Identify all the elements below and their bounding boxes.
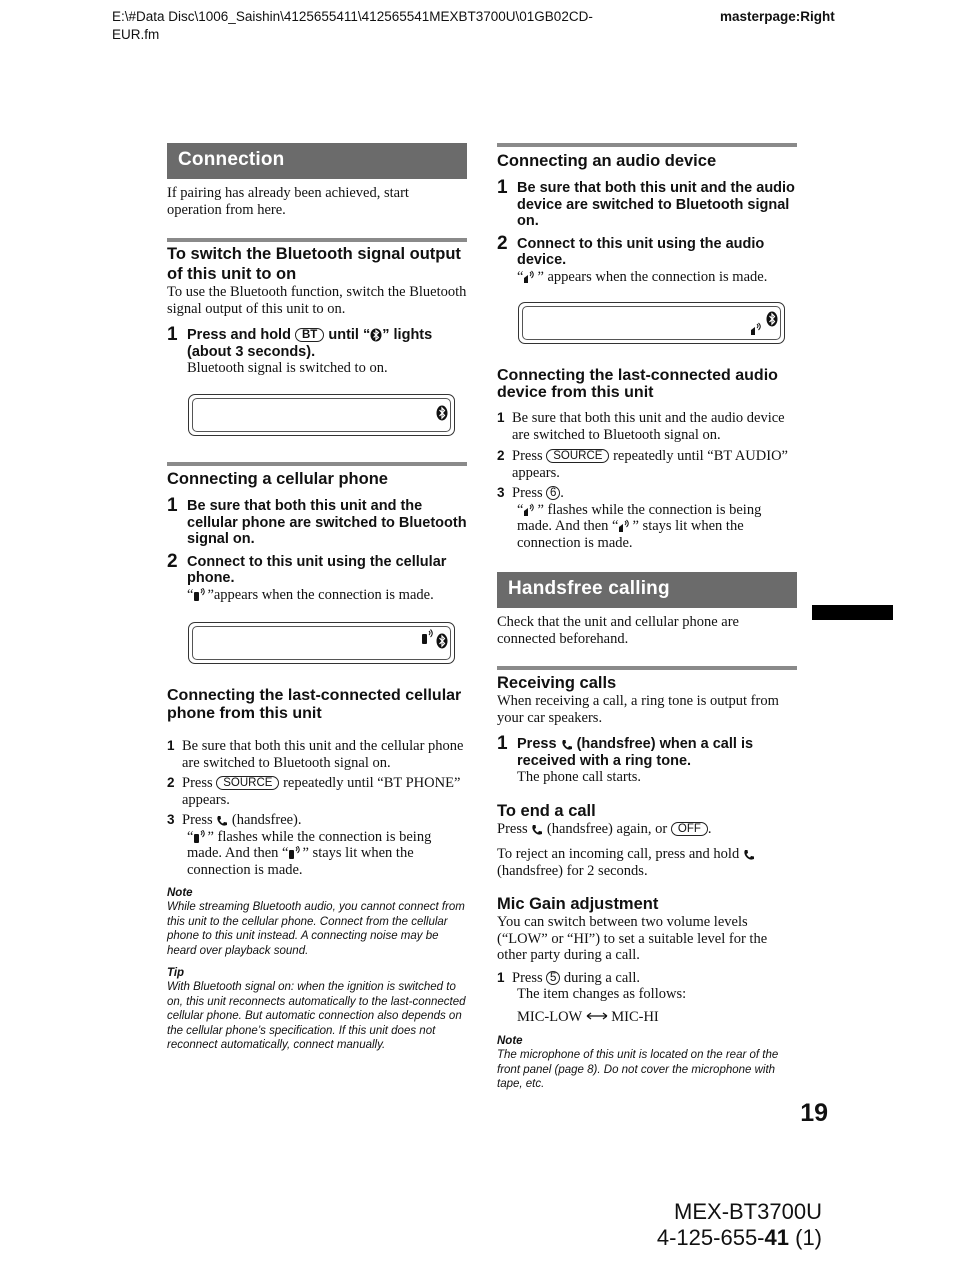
step-text: Connect to this unit using the audio device. bbox=[517, 235, 765, 268]
step-number: 1 bbox=[167, 324, 178, 345]
key-6: 6 bbox=[546, 486, 560, 500]
audio-step-2 bbox=[497, 232, 797, 286]
receiving-step-1 bbox=[497, 733, 797, 786]
part-number bbox=[560, 1225, 822, 1251]
step-text: until “ bbox=[328, 327, 371, 343]
masterpage-label: masterpage:Right bbox=[720, 9, 835, 24]
model-name: MEX-BT3700U bbox=[674, 1199, 822, 1224]
handsfree-icon bbox=[531, 824, 543, 836]
key-5: 5 bbox=[546, 971, 560, 985]
display-audio-connected bbox=[518, 302, 785, 344]
step-text: Connect to this unit using the cellular phone. bbox=[187, 553, 447, 586]
body-text: . bbox=[707, 820, 712, 837]
heading-last-connected-phone: Connecting the last-connected cellular phone from this unit bbox=[167, 687, 462, 722]
list-text: The item changes as follows: bbox=[517, 986, 687, 1002]
bluetooth-icon bbox=[766, 311, 778, 327]
heading-end-call: To end a call bbox=[497, 801, 596, 820]
bluetooth-icon bbox=[436, 633, 448, 649]
body-text: To reject an incoming call, press and hold bbox=[497, 846, 740, 862]
tip-title: Tip bbox=[167, 967, 185, 979]
heading-last-connected-audio: Connecting the last-connected audio device from this unit bbox=[497, 367, 778, 401]
switch-bluetooth-body: To use the Bluetooth function, switch the Bluetooth signal output of this unit to on. bbox=[167, 284, 467, 317]
list-number: 1 bbox=[497, 410, 505, 425]
phone-connected-icon bbox=[288, 846, 302, 860]
list-item bbox=[167, 738, 467, 771]
list-text: Press bbox=[512, 485, 543, 501]
phone-connected-icon bbox=[193, 830, 207, 844]
note-text: While streaming Bluetooth audio, you cannot connect from this unit to the cellular phone. Connect from the cellular phone to this unit instead. A connecting noise may be heard over playback sound. bbox=[167, 901, 465, 957]
part-number-suffix: (1) bbox=[789, 1225, 822, 1250]
list-number: 2 bbox=[167, 775, 175, 790]
part-number-prefix: 4-125-655- bbox=[656, 1225, 765, 1250]
file-path: E:\#Data Disc\1006_Saishin\4125655411\412565541MEXBT3700U\01GB02CD-EUR.fm bbox=[112, 9, 593, 42]
phone-step-1 bbox=[167, 495, 467, 548]
list-item bbox=[167, 812, 467, 878]
section-rule bbox=[497, 143, 797, 147]
handsfree-icon bbox=[216, 815, 228, 827]
list-item bbox=[497, 410, 797, 443]
list-text: ” stays lit when the connection is made. bbox=[517, 518, 744, 551]
list-text: “ bbox=[187, 828, 194, 845]
body-text: Press bbox=[497, 820, 528, 837]
phone-step-2 bbox=[167, 550, 467, 604]
audio-connected-icon bbox=[618, 519, 632, 533]
step-text: Press bbox=[517, 736, 557, 752]
section-banner-connection: Connection bbox=[167, 143, 467, 179]
handsfree-icon bbox=[743, 849, 755, 861]
list-text: Press bbox=[512, 969, 543, 986]
step-number: 1 bbox=[167, 495, 178, 516]
list-number: 3 bbox=[167, 812, 175, 827]
section-tab-marker bbox=[812, 605, 893, 620]
heading-receiving-calls: Receiving calls bbox=[497, 674, 617, 692]
bt-key: BT bbox=[295, 328, 324, 342]
part-number-bold: 41 bbox=[764, 1225, 789, 1250]
heading-mic-gain: Mic Gain adjustment bbox=[497, 895, 659, 913]
list-item bbox=[497, 485, 797, 551]
mic-hi-label: MIC-HI bbox=[611, 1008, 659, 1025]
bluetooth-icon bbox=[436, 405, 448, 421]
step-text: ” lights (about 3 seconds). bbox=[187, 327, 433, 360]
audio-connected-icon bbox=[523, 503, 537, 517]
step-text: ” appears when the connection is made. bbox=[537, 268, 768, 285]
off-key: OFF bbox=[671, 822, 708, 836]
display-phone-connected bbox=[188, 622, 455, 664]
list-text: (handsfree). bbox=[231, 812, 302, 828]
list-text: Press bbox=[182, 775, 213, 791]
bluetooth-icon bbox=[370, 328, 382, 342]
list-text: ” flashes while the connection is being made. And then “ bbox=[517, 501, 762, 534]
list-text: Press bbox=[512, 448, 543, 464]
list-text: ” flashes while the connection is being made. And then “ bbox=[187, 828, 432, 861]
step-result: Bluetooth signal is switched to on. bbox=[187, 360, 388, 376]
audio-connected-icon bbox=[750, 322, 764, 336]
page-number: 19 bbox=[800, 1099, 828, 1127]
receiving-calls-body: When receiving a call, a ring tone is output from your car speakers. bbox=[497, 693, 779, 726]
list-text: Press bbox=[182, 812, 213, 828]
note-text: The microphone of this unit is located on the rear of the front panel (page 8). Do not cover the microphone with tape, etc. bbox=[497, 1049, 779, 1090]
left-column-last-phone bbox=[167, 687, 467, 1053]
phone-connected-icon bbox=[421, 629, 435, 645]
list-number: 3 bbox=[497, 485, 505, 500]
list-number: 1 bbox=[497, 969, 505, 985]
mic-gain-body: You can switch between two volume levels (“LOW” or “HI”) to set a suitable level for the other party during a call. bbox=[497, 914, 768, 963]
connection-intro: If pairing has already been achieved, start operation from here. bbox=[167, 185, 409, 218]
right-column-audio bbox=[497, 143, 797, 285]
step-text: Be sure that both this unit and the cellular phone are switched to Bluetooth signal on. bbox=[187, 498, 467, 547]
section-banner-handsfree: Handsfree calling bbox=[497, 572, 797, 608]
heading-connecting-audio: Connecting an audio device bbox=[497, 152, 717, 170]
list-text: repeatedly until “BT PHONE” appears. bbox=[182, 775, 461, 808]
source-key: SOURCE bbox=[216, 776, 279, 790]
source-key: SOURCE bbox=[546, 449, 609, 463]
handsfree-icon bbox=[561, 739, 573, 751]
list-text: Be sure that both this unit and the audio device are switched to Bluetooth signal on. bbox=[512, 410, 785, 443]
step-text: “ bbox=[187, 586, 194, 603]
list-number: 2 bbox=[497, 448, 505, 463]
step-text: “ bbox=[517, 268, 524, 285]
section-rule bbox=[167, 462, 467, 466]
step-number: 1 bbox=[497, 177, 508, 198]
audio-connected-icon bbox=[523, 270, 537, 284]
heading-connecting-phone: Connecting a cellular phone bbox=[167, 470, 388, 488]
display-bluetooth-on bbox=[188, 394, 455, 436]
list-item bbox=[497, 448, 797, 481]
step-result: The phone call starts. bbox=[517, 769, 642, 785]
step-text: (handsfree) when a call is received with a ring tone. bbox=[517, 736, 754, 769]
right-column-handsfree bbox=[497, 572, 797, 1092]
list-text: . bbox=[560, 485, 564, 501]
audio-step-1 bbox=[497, 177, 797, 230]
list-text: repeatedly until “BT AUDIO” appears. bbox=[512, 448, 788, 481]
list-item bbox=[497, 970, 797, 1026]
step-text: Press and hold bbox=[187, 327, 291, 343]
section-rule bbox=[497, 666, 797, 670]
list-number: 1 bbox=[167, 738, 175, 753]
step-number: 1 bbox=[497, 733, 508, 754]
list-text: “ bbox=[517, 501, 524, 518]
phone-connected-icon bbox=[193, 588, 207, 602]
list-text: ” stays lit when the connection is made. bbox=[187, 845, 414, 878]
heading-switch-bluetooth: To switch the Bluetooth signal output of this unit to on bbox=[167, 245, 461, 283]
note-title: Note bbox=[167, 887, 193, 899]
double-arrow-icon bbox=[586, 1011, 608, 1021]
tip-text: With Bluetooth signal on: when the ignition is switched to on, this unit reconnects automatically to the last-connected cellular phone. But automatic connection also depends on the cellular phone’s specification. If this unit does not reconnect automatically, connect manually. bbox=[167, 981, 466, 1051]
body-text: (handsfree) again, or bbox=[546, 820, 668, 837]
left-column bbox=[167, 143, 467, 377]
step-number: 2 bbox=[167, 550, 178, 572]
handsfree-intro: Check that the unit and cellular phone are connected beforehand. bbox=[497, 614, 739, 647]
section-rule bbox=[167, 238, 467, 242]
mic-low-label: MIC-LOW bbox=[517, 1008, 582, 1025]
list-text: during a call. bbox=[563, 969, 640, 986]
list-item bbox=[167, 775, 467, 808]
step-press-hold-bt bbox=[167, 324, 467, 377]
left-column-phone bbox=[167, 462, 467, 603]
step-number: 2 bbox=[497, 232, 508, 254]
step-text: ”appears when the connection is made. bbox=[207, 586, 434, 603]
body-text: (handsfree) for 2 seconds. bbox=[497, 862, 648, 879]
right-column-last-audio bbox=[497, 368, 797, 551]
list-text: Be sure that both this unit and the cellular phone are switched to Bluetooth signal on. bbox=[182, 738, 464, 771]
step-text: Be sure that both this unit and the audio device are switched to Bluetooth signal on. bbox=[517, 180, 795, 229]
note-title: Note bbox=[497, 1035, 523, 1047]
